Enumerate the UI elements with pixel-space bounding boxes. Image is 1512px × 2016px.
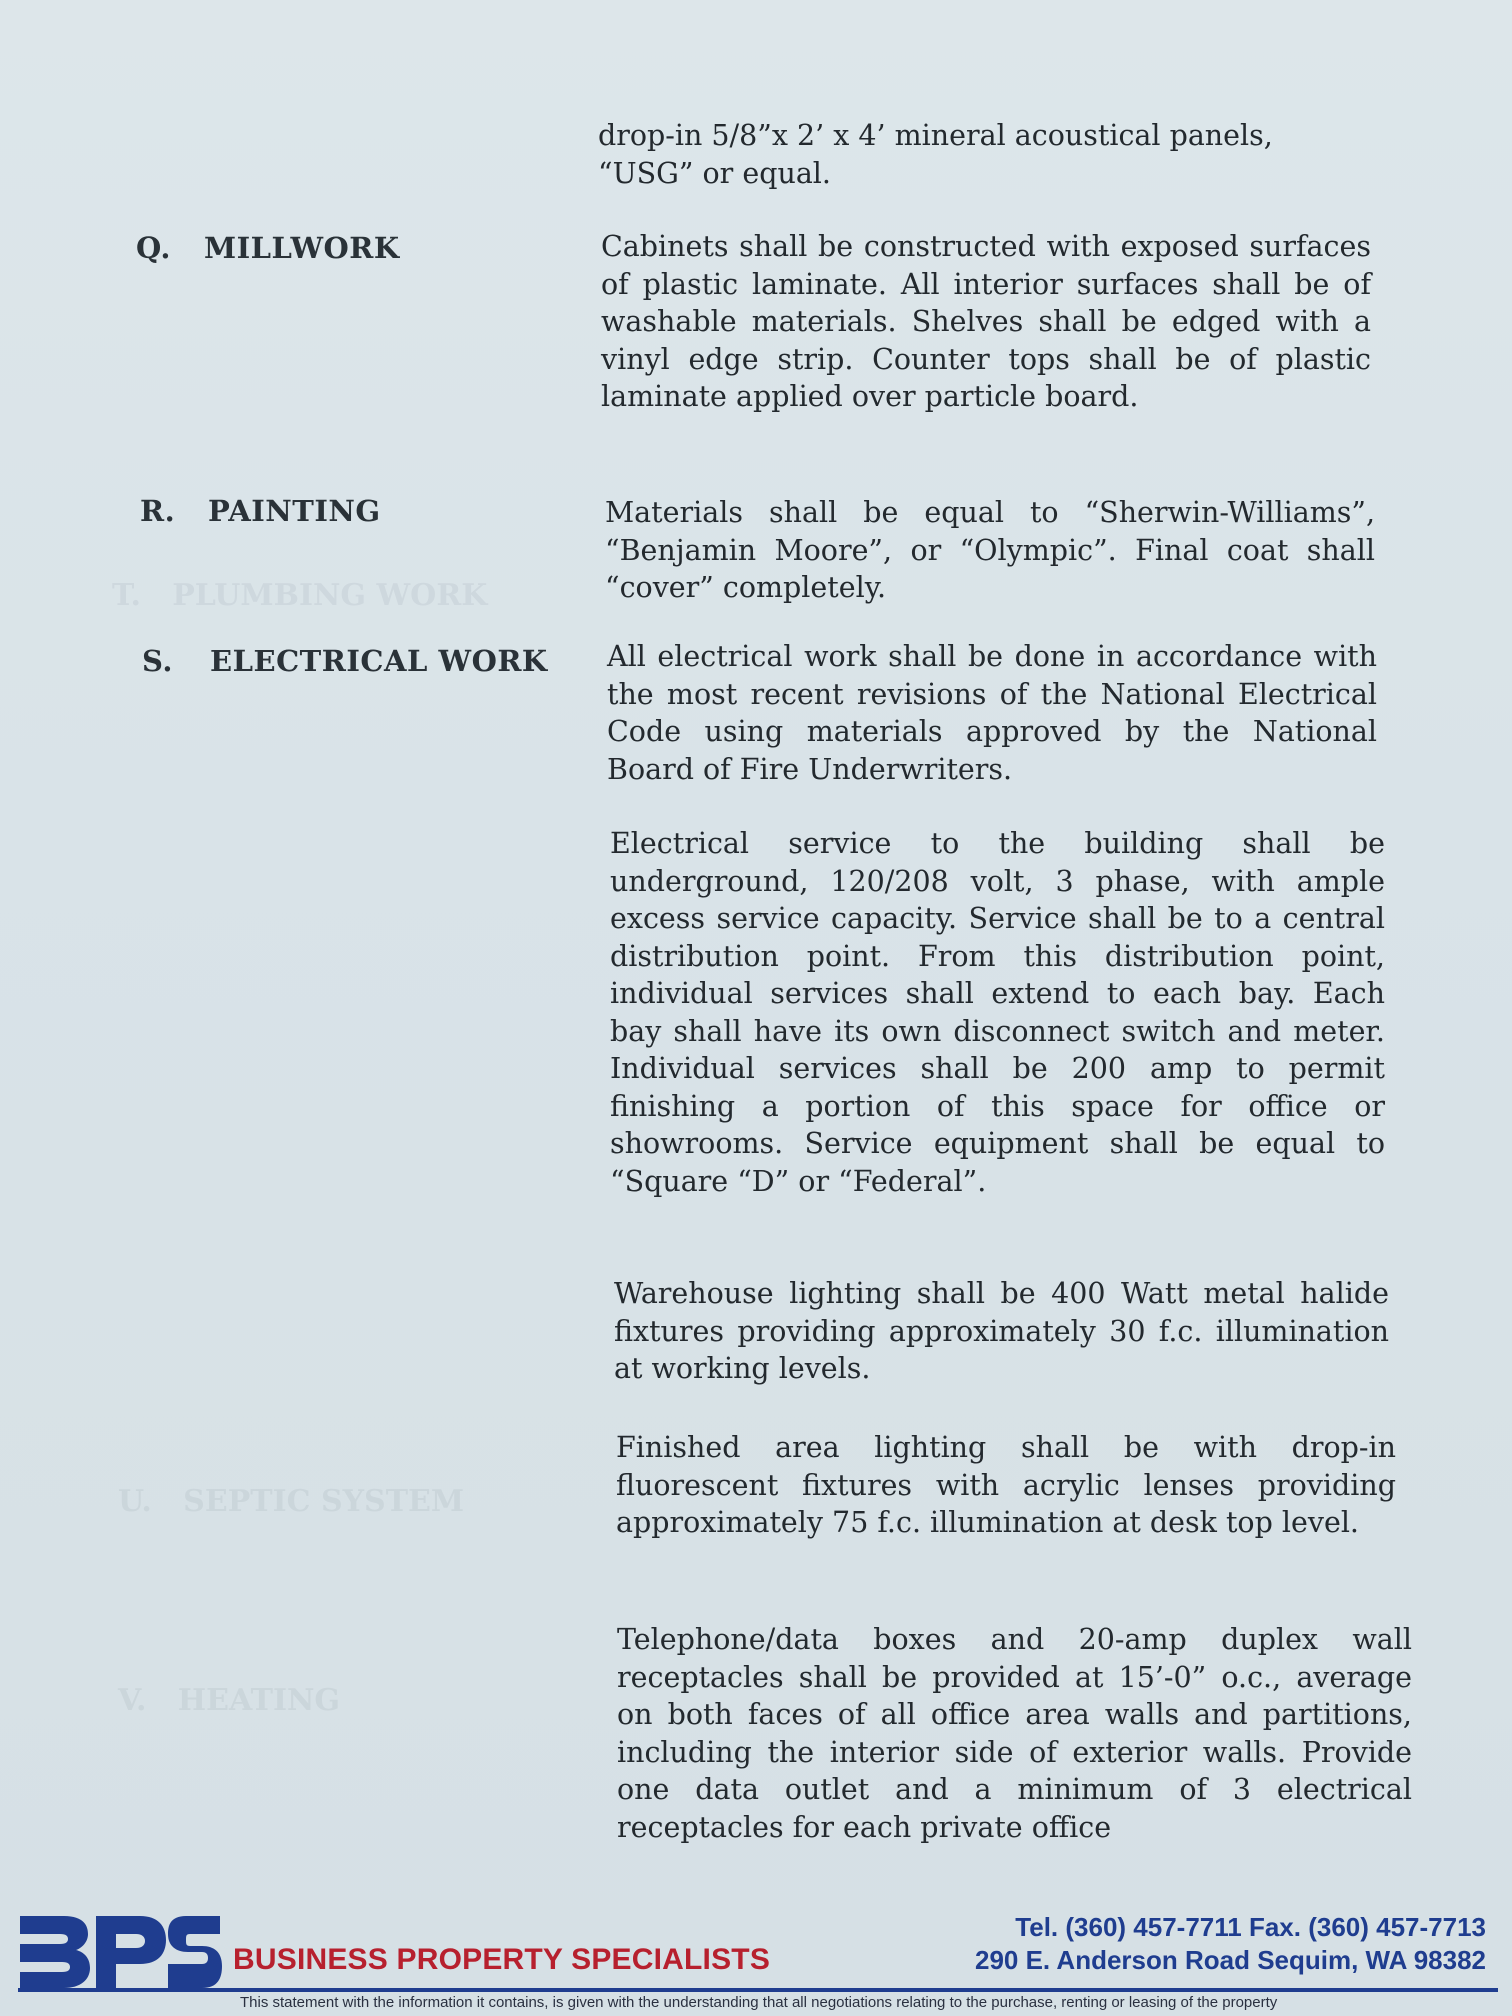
bleed-through-heading: V. HEATING (118, 1683, 341, 1718)
footer-divider (18, 1988, 1498, 1992)
bleed-through-heading: U. SEPTIC SYSTEM (118, 1484, 465, 1519)
section-s-heading (142, 644, 548, 678)
company-name: BUSINESS PROPERTY SPECIALISTS (233, 1943, 771, 1976)
contact-address: 290 E. Anderson Road Sequim, WA 98382 (974, 1945, 1486, 1975)
section-s-paragraph-2: Electrical service to the building shall be underground, 120/208 volt, 3 phase, with ample excess service capacity. Service shall be to a central distribution point. From this distribution point, individual services shall extend to each bay. Each bay shall have its own disconnect switch and meter. Individual services shall be 200 amp to permit finishing a portion of this space for office or showrooms. Service equipment shall be equal to “Square “D” or “Federal”. (610, 827, 1385, 1198)
intro-line-2: “USG” or equal. (598, 156, 831, 190)
section-r-text: Materials shall be equal to “Sherwin-Williams”, “Benjamin Moore”, or “Olympic”. Final coat shall “cover” completely. (605, 496, 1375, 604)
section-s-paragraph-1: All electrical work shall be done in accordance with the most recent revisions of the National Electrical Code using materials approved by the National Board of Fire Underwriters. (607, 640, 1377, 786)
bps-logo-icon (18, 1908, 222, 1994)
intro-line-1: drop-in 5/8”x 2’ x 4’ mineral acoustical panels, (598, 119, 1273, 152)
section-s-paragraph-3: Warehouse lighting shall be 400 Watt metal halide fixtures providing approximately 30 f.c. illumination at working levels. (614, 1277, 1389, 1385)
section-s-paragraph-5: Telephone/data boxes and 20-amp duplex wall receptacles shall be provided at 15’-0” o.c., average on both faces of all office area walls and partitions, including the interior side of exterior walls. Provide one data outlet and a minimum of 3 electrical receptacles for each private office (617, 1623, 1412, 1844)
section-q-heading (136, 231, 400, 265)
section-q-letter: Q. (136, 231, 171, 265)
section-s-title: ELECTRICAL WORK (210, 644, 548, 678)
intro-paragraph (598, 117, 1368, 192)
footer-disclaimer: This statement with the information it contains, is given with the understanding that all negotiations relating to the purchase, renting or leasing of the property (240, 1994, 1278, 2011)
bleed-through-heading: T. PLUMBING WORK (112, 578, 488, 613)
section-q-text: Cabinets shall be constructed with exposed surfaces of plastic laminate. All interior surfaces shall be of washable materials. Shelves shall be edged with a vinyl edge strip. Counter tops shall be of plastic laminate applied over particle board. (601, 230, 1371, 413)
section-s-letter: S. (142, 644, 174, 678)
section-r-letter: R. (140, 494, 176, 528)
section-r-heading (140, 494, 381, 528)
section-r-title: PAINTING (208, 494, 381, 528)
contact-phone: Tel. (360) 457-7711 Fax. (360) 457-7713 (1015, 1912, 1486, 1942)
section-s-paragraph-4: Finished area lighting shall be with drop-in fluorescent fixtures with acrylic lenses providing approximately 75 f.c. illumination at desk top level. (616, 1431, 1396, 1539)
section-q-title: MILLWORK (204, 231, 400, 265)
